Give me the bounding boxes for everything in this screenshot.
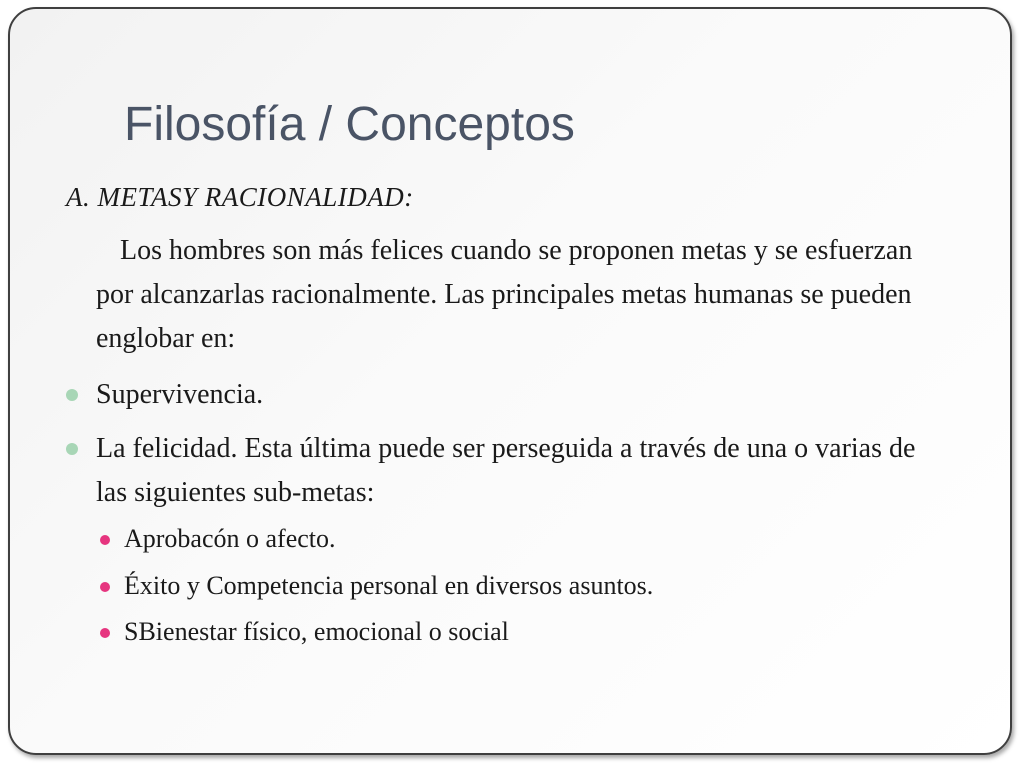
subbullet-text: Aprobacón o afecto.	[124, 524, 336, 553]
subbullet-dot-icon	[100, 582, 110, 592]
slide	[8, 7, 1012, 755]
subbullet-item	[100, 568, 920, 604]
subbullet-dot-icon	[100, 535, 110, 545]
bullet-text: Supervivencia.	[96, 379, 264, 410]
bullet-dot-icon	[66, 389, 78, 401]
section-heading: A. METASY RACIONALIDAD:	[66, 182, 414, 212]
bullet-item	[66, 427, 946, 515]
intro-paragraph: Los hombres son más felices cuando se proponen metas y se esfuerzan por alcanzarlas racionalmente. Las principales metas humanas se pueden englobar en:	[96, 235, 913, 354]
subbullet-dot-icon	[100, 628, 110, 638]
bullet-text: La felicidad. Esta última puede ser perseguida a través de una o varias de las siguientes sub-metas:	[96, 433, 916, 508]
slide-title: Filosofía / Conceptos	[124, 98, 575, 151]
bullet-item	[66, 373, 946, 417]
subbullet-item	[100, 521, 920, 557]
bullet-dot-icon	[66, 443, 78, 455]
subbullet-text: Éxito y Competencia personal en diversos asuntos.	[124, 571, 654, 600]
subbullet-item	[100, 614, 920, 650]
subbullet-text: SBienestar físico, emocional o social	[124, 617, 509, 646]
